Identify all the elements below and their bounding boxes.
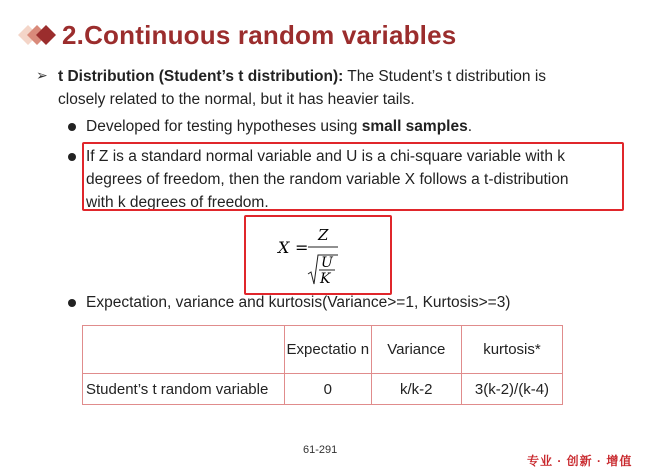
table-cell: k/k-2 xyxy=(371,374,461,405)
small-samples-bold: small samples xyxy=(361,118,468,135)
page-number: 61-291 xyxy=(303,444,338,456)
intro-paragraph xyxy=(58,65,618,111)
table-cell: Student’s t random variable xyxy=(83,374,285,405)
table-header-cell: kurtosis* xyxy=(461,326,562,374)
table-cell: 0 xyxy=(284,374,371,405)
bullet-definition-line-3: with k degrees of freedom. xyxy=(86,194,269,211)
t-distribution-stats-table xyxy=(82,325,563,405)
table-header-cell: Expectatio n xyxy=(284,326,371,374)
footer-slogan: 专业 · 创新 · 增值 xyxy=(527,454,633,468)
formula-numerator: Z xyxy=(318,226,329,244)
intro-text-1: The Student’s t distribution is xyxy=(343,68,547,85)
bullet-expectation-variance: Expectation, variance and kurtosis(Variance>=1, Kurtosis>=3) xyxy=(86,294,511,311)
table-cell: 3(k-2)/(k-4) xyxy=(461,374,562,405)
bullet-definition-line-2: degrees of freedom, then the random variable X follows a t-distribution xyxy=(86,171,569,188)
bullet-dot-icon xyxy=(68,123,76,131)
title-diamond-icon xyxy=(10,20,58,50)
formula-root-numerator: U xyxy=(321,255,333,271)
slide-title: 2.Continuous random variables xyxy=(62,20,457,50)
bullet-small-samples: Developed for testing hypotheses using small samples. xyxy=(86,118,473,135)
formula-lhs: X xyxy=(278,238,290,257)
intro-text-2: closely related to the normal, but it has heavier tails. xyxy=(58,91,415,108)
bullet-dot-icon xyxy=(68,299,76,307)
table-row xyxy=(83,374,563,405)
table-header-cell xyxy=(83,326,285,374)
table-header-cell: Variance xyxy=(371,326,461,374)
definition-highlight-box xyxy=(82,142,624,211)
arrow-bullet-icon: ➢ xyxy=(36,67,48,83)
intro-bold-term: t Distribution (Student’s t distribution): xyxy=(58,68,344,85)
formula-equals: = xyxy=(295,238,309,257)
bullet-dot-icon xyxy=(68,153,76,161)
table-header-row xyxy=(83,326,563,374)
t-distribution-formula xyxy=(262,222,382,292)
formula-root-denominator: K xyxy=(320,271,331,287)
bullet-definition-line-1: If Z is a standard normal variable and U is a chi-square variable with k xyxy=(86,148,565,165)
